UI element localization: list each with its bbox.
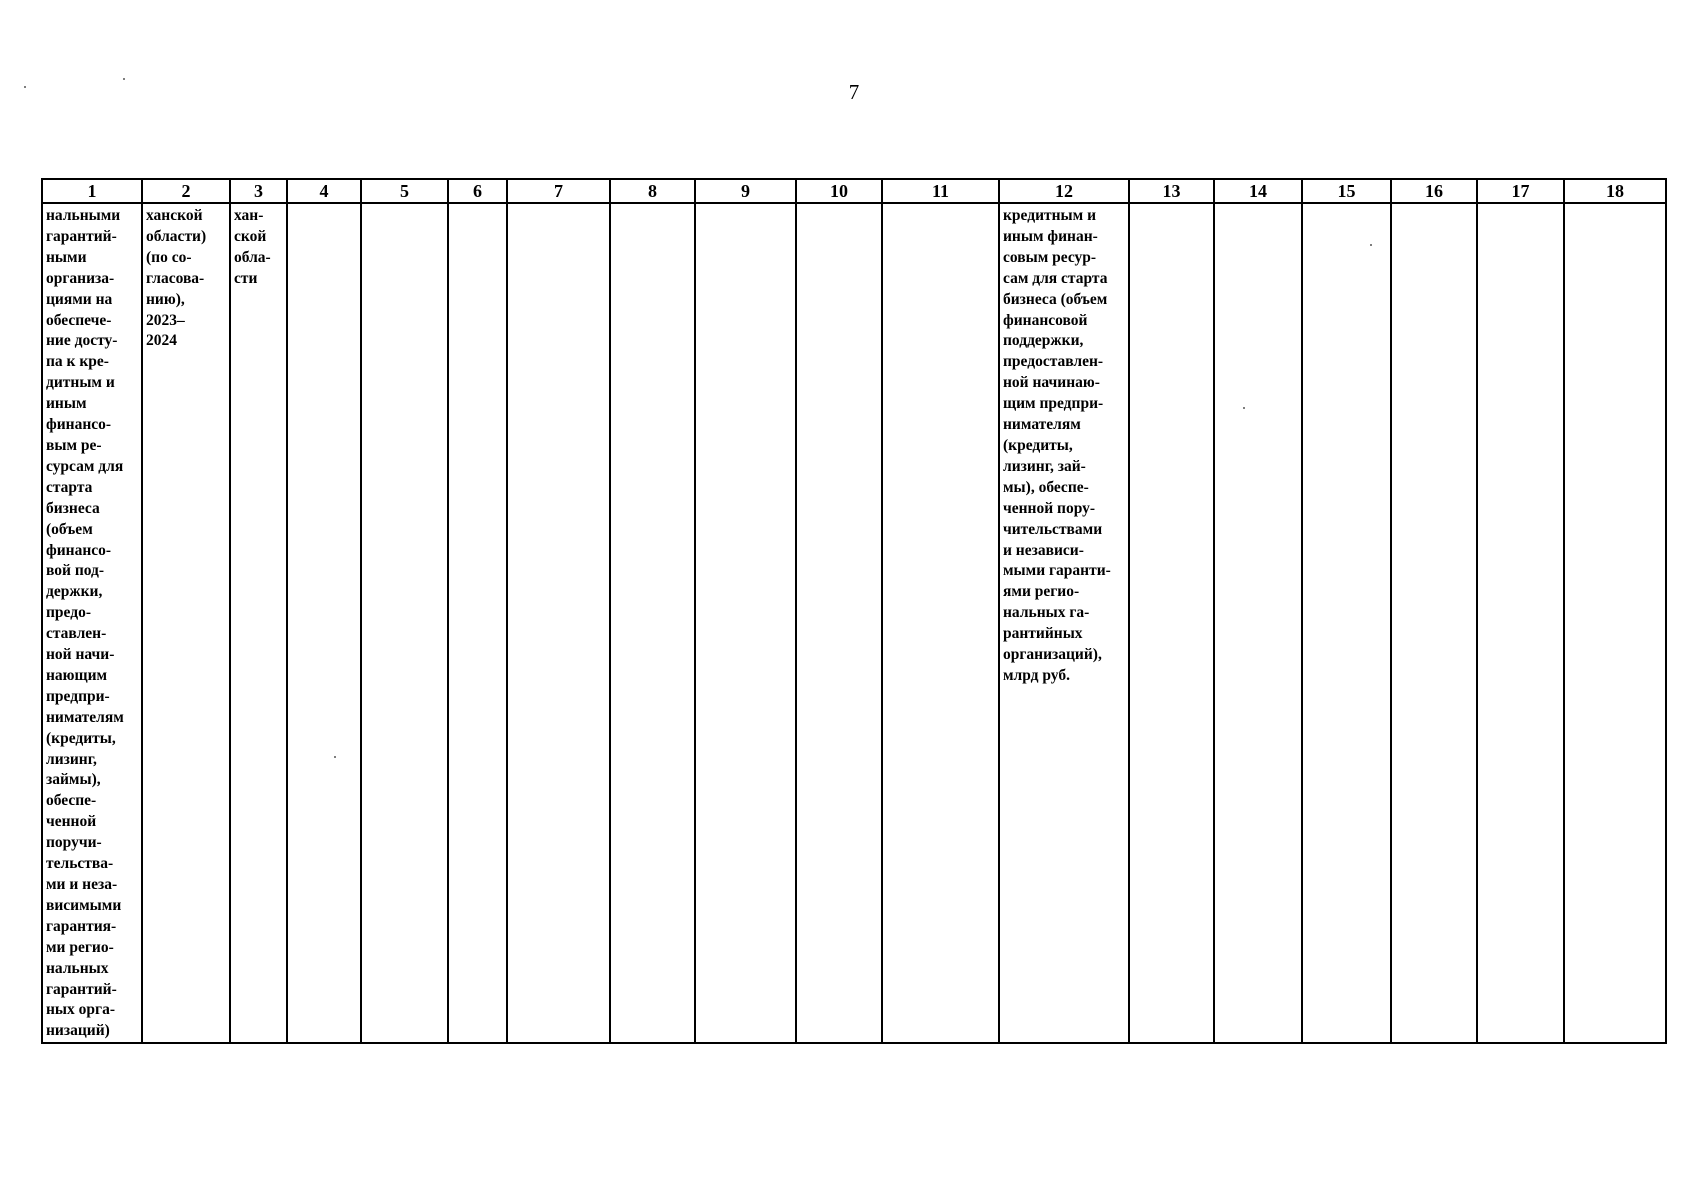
column-header-4: 4 [287,179,361,203]
cell-col-13 [1129,203,1214,1043]
cell-col-14 [1214,203,1302,1043]
column-header-5: 5 [361,179,448,203]
cell-col-6 [448,203,507,1043]
column-header-18: 18 [1564,179,1666,203]
table-row [42,203,1666,1043]
data-table [41,178,1667,1044]
column-header-2: 2 [142,179,230,203]
column-header-6: 6 [448,179,507,203]
column-header-12: 12 [999,179,1129,203]
cell-col-15 [1302,203,1391,1043]
header-row [42,179,1666,203]
column-header-11: 11 [882,179,999,203]
cell-col-10 [796,203,882,1043]
cell-col-3: хан- ской обла- сти [230,203,287,1043]
cell-col-11 [882,203,999,1043]
column-header-13: 13 [1129,179,1214,203]
cell-col-12: кредитным и иным финан- совым ресур- сам для старта бизнеса (объем финансовой поддержки, предоставлен- ной начинаю- щим предпри- нимателям (кредиты, лизинг, зай- мы), обеспе- ченной пору- чительствами и независи- мыми гаранти- ями регио- нальных га- рантийных организаций), млрд руб. [999,203,1129,1043]
column-header-14: 14 [1214,179,1302,203]
cell-col-5 [361,203,448,1043]
cell-col-18 [1564,203,1666,1043]
column-header-9: 9 [695,179,796,203]
column-header-16: 16 [1391,179,1477,203]
column-header-15: 15 [1302,179,1391,203]
cell-col-1: нальными гарантий- ными организа- циями на обеспече- ние досту- па к кре- дитным и иным финансо- вым ре- сурсам для старта бизнеса (объем финансо- вой под- держки, предо- ставлен- ной начи- нающим предпри- нимателям (кредиты, лизинг, займы), обеспе- ченной поручи- тельства- ми и неза- висимыми гарантия- ми регио- нальных гарантий- ных орга- низаций) [42,203,142,1043]
scan-speck [123,78,125,80]
cell-col-17 [1477,203,1564,1043]
column-header-1: 1 [42,179,142,203]
cell-col-7 [507,203,610,1043]
cell-col-2: ханской области) (по со- гласова- нию), 2023– 2024 [142,203,230,1043]
column-header-8: 8 [610,179,695,203]
cell-col-4 [287,203,361,1043]
column-header-7: 7 [507,179,610,203]
cell-col-8 [610,203,695,1043]
column-header-10: 10 [796,179,882,203]
cell-col-9 [695,203,796,1043]
page-number: 7 [848,80,860,104]
scan-speck [24,86,26,88]
column-header-17: 17 [1477,179,1564,203]
cell-col-16 [1391,203,1477,1043]
column-header-3: 3 [230,179,287,203]
